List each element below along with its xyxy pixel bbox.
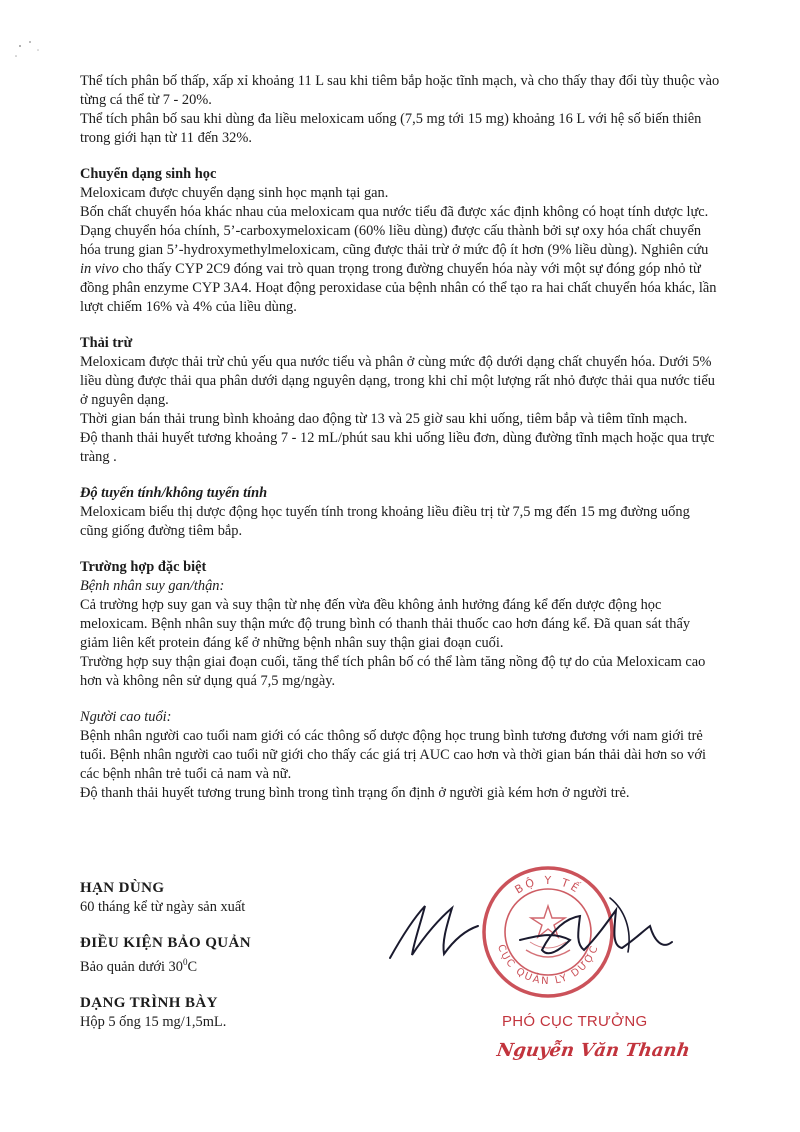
storage-text: Bảo quản dưới 30 <box>80 958 183 975</box>
elim-paragraph-1: Meloxicam được thải trừ chủ yếu qua nước tiểu và phân ở cùng mức độ dưới dạng chất chuyển hóa. Dưới 5% liều dùng được thải qua phân dưới dạng nguyên dạng, trong khi chỉ một lượng rất nhỏ được thải qua nước tiểu ở nguyên dạng. <box>80 354 715 408</box>
presentation-heading: DẠNG TRÌNH BÀY <box>80 994 218 1011</box>
presentation-value: Hộp 5 ống 15 mg/1,5mL. <box>80 1013 227 1030</box>
elim-paragraph-2: Thời gian bán thải trung bình khoảng dao động từ 13 và 25 giờ sau khi uống, tiêm bắp và tiêm tĩnh mạch. <box>80 411 688 427</box>
section-heading-biotransformation: Chuyển dạng sinh học <box>80 166 217 182</box>
special-paragraph-1: Cả trường hợp suy gan và suy thận từ nhẹ đến vừa đều không ảnh hưởng đáng kể đến dược động học meloxicam. Bệnh nhân suy thận mức độ trung bình có thanh thải thuốc cao hơn đáng kể. Đã quan sát thấy giảm liên kết protein đáng kể ở những bệnh nhân suy thận giai đoạn cuối. <box>80 597 691 651</box>
biotrans-text: Dạng chuyển hóa chính, 5’-carboxymeloxicam (60% liều dùng) được cấu thành bởi sự oxy hóa chất chuyển hóa trung gian 5’-hydroxymethylmeloxicam, cũng được thải trừ ở mức độ ít hơn (9% liều dùng). Nghiên cứu <box>80 223 709 258</box>
section-heading-special-cases: Trường hợp đặc biệt <box>80 559 207 575</box>
section-heading-elimination: Thải trừ <box>80 335 133 351</box>
special-paragraph-3: Bệnh nhân người cao tuổi nam giới có các thông số dược động học trung bình tương đương với nam giới trẻ tuổi. Bệnh nhân người cao tuổi nữ giới cho thấy các giá trị AUC cao hơn và thời gian bán thải dài hơn so với các bệnh nhân trẻ tuổi cả nam và nữ. <box>80 728 706 782</box>
storage-value <box>80 953 380 977</box>
biotrans-paragraph-1: Meloxicam được chuyển dạng sinh học mạnh tại gan. <box>80 185 389 201</box>
distribution-paragraph-1: Thể tích phân bố thấp, xấp xỉ khoảng 11 L sau khi tiêm bắp hoặc tĩnh mạch, và cho thấy thay đổi tùy thuộc vào từng cá thể từ 7 - 20%. <box>80 73 720 108</box>
svg-text:CỤC QUẢN LÝ DƯỢC: CỤC QUẢN LÝ DƯỢC <box>494 943 602 988</box>
linearity-paragraph: Meloxicam biểu thị dược động học tuyến tính trong khoảng liều điều trị từ 7,5 mg đến 15 mg đường uống cũng giống đường tiêm bắp. <box>80 504 690 539</box>
signatory-name: Nguyễn Văn Thanh <box>495 1040 692 1061</box>
special-paragraph-2: Trường hợp suy thận giai đoạn cuối, tăng thể tích phân bố có thể làm tăng nồng độ tự do của Meloxicam cao hơn và không nên sử dụng quá 7,5 mg/ngày. <box>80 654 706 689</box>
storage-unit: C <box>187 958 198 975</box>
distribution-paragraph-2: Thể tích phân bố sau khi dùng đa liều meloxicam uống (7,5 mg tới 15 mg) khoảng 16 L với hệ số biến thiên trong giới hạn từ 11 đến 32%. <box>80 111 702 146</box>
shelf-life-heading: HẠN DÙNG <box>80 880 165 896</box>
storage-heading: ĐIỀU KIỆN BẢO QUẢN <box>80 935 251 951</box>
in-vivo-term: in vivo <box>80 261 119 277</box>
biotrans-text: cho thấy CYP 2C9 đóng vai trò quan trọng trong đường chuyển hóa này với một sự đóng góp nhỏ từ đồng phân enzyme CYP 3A4. Hoạt động peroxidase của bệnh nhân có thể tạo ra hai chất chuyển hóa khác, lần lượt chiếm 16% và 4% của liều dùng. <box>80 261 717 315</box>
shelf-life-value: 60 tháng kể từ ngày sản xuất <box>80 899 246 915</box>
biotrans-paragraph-2: Bốn chất chuyển hóa khác nhau của meloxicam qua nước tiểu đã được xác định không có hoạt tính dược lực. <box>80 204 709 220</box>
subheading-elderly: Người cao tuổi: <box>80 709 172 725</box>
biotrans-paragraph-3 <box>80 222 720 317</box>
special-paragraph-4: Độ thanh thải huyết tương trung bình trong tình trạng ổn định ở người già kém hơn ở người trẻ. <box>80 785 630 801</box>
subheading-hepatic-renal: Bệnh nhân suy gan/thận: <box>80 578 225 594</box>
document-body <box>80 72 720 803</box>
svg-text:BỘ Y TẾ: BỘ Y TẾ <box>512 873 584 897</box>
product-info-block <box>80 878 380 1048</box>
degree-sup: 0 <box>182 957 188 967</box>
scan-specks <box>8 28 68 68</box>
elim-paragraph-3: Độ thanh thải huyết tương khoảng 7 - 12 mL/phút sau khi uống liều đơn, dùng đường tĩnh mạch hoặc qua trực tràng . <box>80 430 715 465</box>
handwritten-signature <box>370 880 740 980</box>
signatory-role: PHÓ CỤC TRƯỞNG <box>502 1013 648 1030</box>
section-heading-linearity: Độ tuyến tính/không tuyến tính <box>80 485 268 501</box>
